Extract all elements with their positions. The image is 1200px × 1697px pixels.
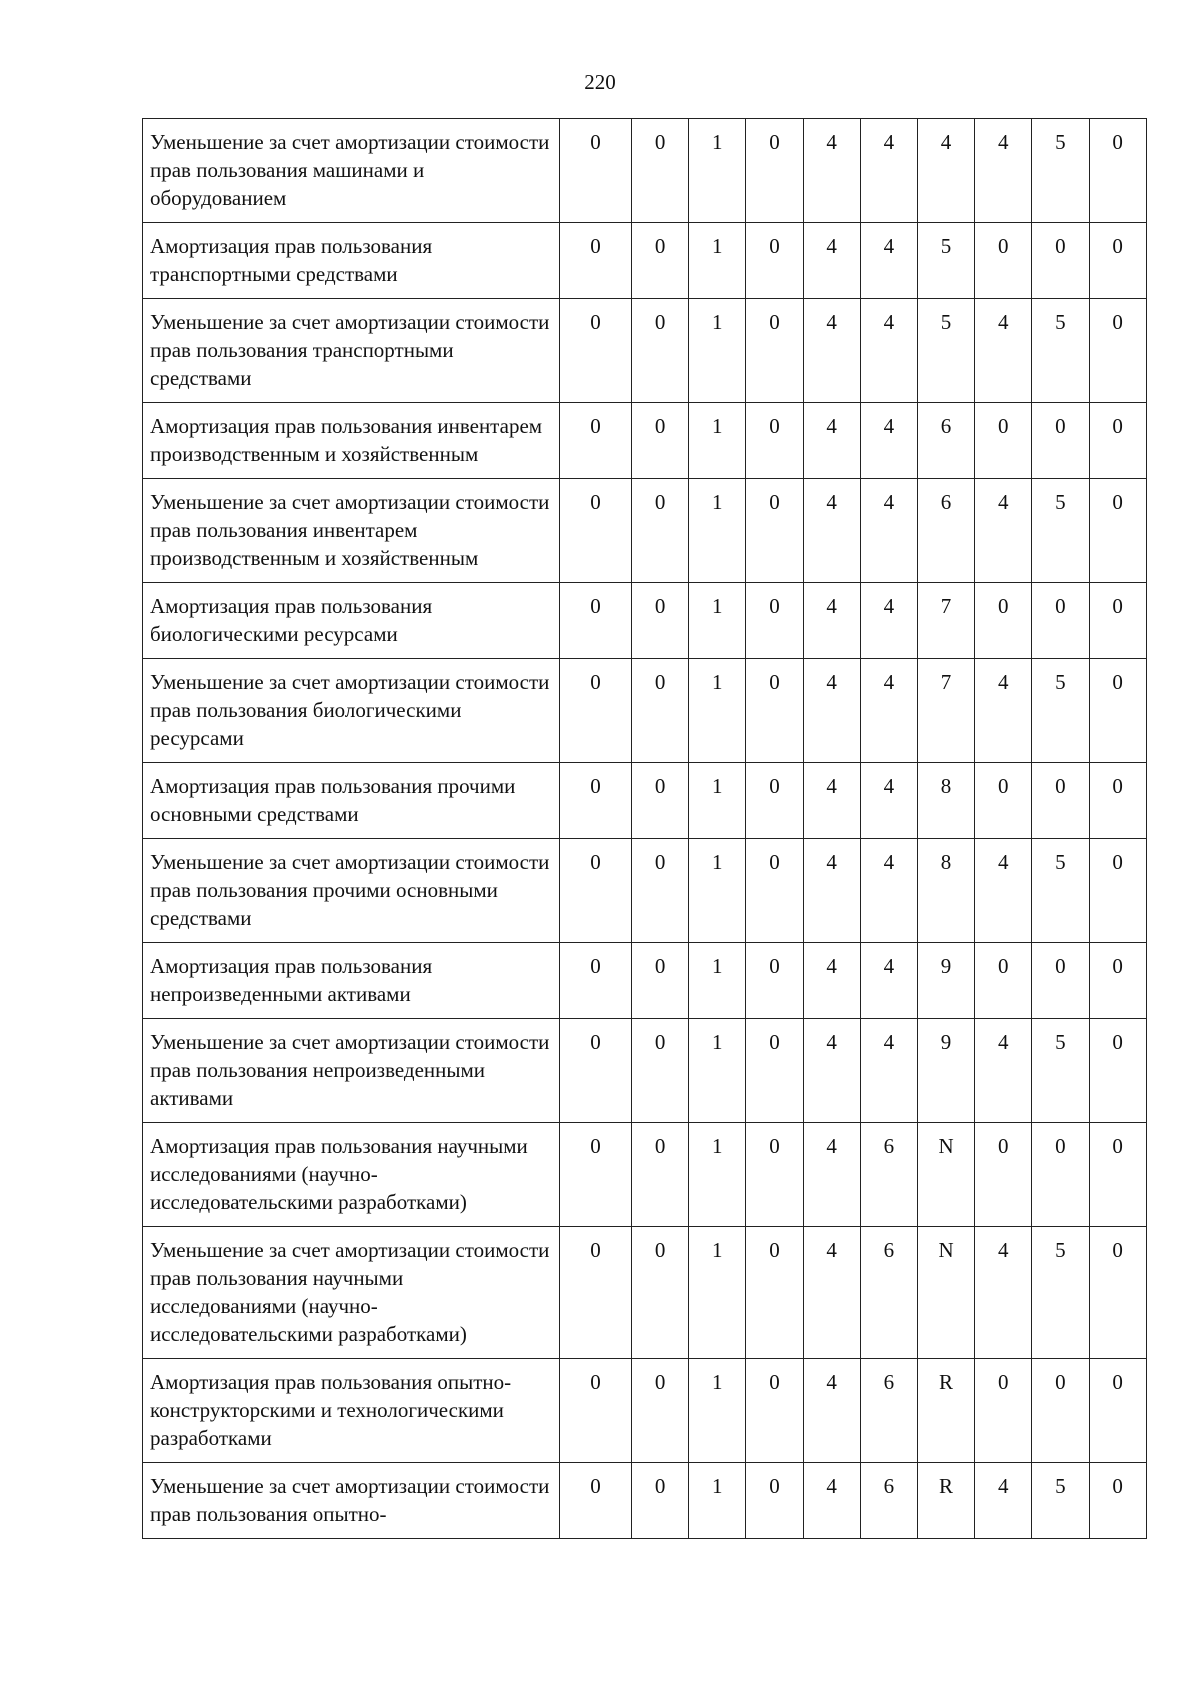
code-digit-10: 0: [1089, 223, 1146, 299]
code-digit-4: 0: [746, 1019, 803, 1123]
row-description: Уменьшение за счет амортизации стоимости прав пользования научными исследованиями (научно-исследовательскими разработками): [143, 1227, 560, 1359]
row-description: Амортизация прав пользования научными исследованиями (научно-исследовательскими разработками): [143, 1123, 560, 1227]
code-digit-2: 0: [632, 659, 689, 763]
code-digit-6: 6: [860, 1359, 917, 1463]
code-digit-10: 0: [1089, 763, 1146, 839]
code-digit-4: 0: [746, 1463, 803, 1539]
code-digit-2: 0: [632, 943, 689, 1019]
code-digit-2: 0: [632, 223, 689, 299]
code-digit-9: 0: [1032, 1123, 1089, 1227]
row-description: Уменьшение за счет амортизации стоимости прав пользования инвентарем производственным и хозяйственным: [143, 479, 560, 583]
code-digit-4: 0: [746, 299, 803, 403]
table-row: [143, 763, 1147, 839]
code-digit-6: 4: [860, 839, 917, 943]
code-digit-9: 0: [1032, 223, 1089, 299]
code-digit-9: 5: [1032, 1227, 1089, 1359]
account-codes-table: [142, 118, 1147, 1539]
code-digit-3: 1: [689, 403, 746, 479]
code-digit-1: 0: [560, 943, 632, 1019]
code-digit-8: 4: [975, 659, 1032, 763]
code-digit-1: 0: [560, 1463, 632, 1539]
code-digit-2: 0: [632, 583, 689, 659]
code-digit-8: 0: [975, 223, 1032, 299]
code-digit-7: R: [917, 1359, 974, 1463]
code-digit-7: 7: [917, 659, 974, 763]
code-digit-9: 5: [1032, 1463, 1089, 1539]
code-digit-9: 5: [1032, 1019, 1089, 1123]
code-digit-10: 0: [1089, 403, 1146, 479]
code-digit-2: 0: [632, 1123, 689, 1227]
code-digit-6: 4: [860, 659, 917, 763]
code-digit-6: 4: [860, 583, 917, 659]
code-digit-8: 0: [975, 403, 1032, 479]
code-digit-2: 0: [632, 403, 689, 479]
table-row: [143, 1123, 1147, 1227]
code-digit-3: 1: [689, 943, 746, 1019]
table-body: [143, 119, 1147, 1539]
code-digit-2: 0: [632, 119, 689, 223]
code-digit-6: 4: [860, 403, 917, 479]
code-digit-2: 0: [632, 1463, 689, 1539]
code-digit-3: 1: [689, 1227, 746, 1359]
code-digit-7: 7: [917, 583, 974, 659]
code-digit-3: 1: [689, 659, 746, 763]
code-digit-4: 0: [746, 943, 803, 1019]
code-digit-1: 0: [560, 1227, 632, 1359]
code-digit-7: 5: [917, 299, 974, 403]
code-digit-7: R: [917, 1463, 974, 1539]
code-digit-10: 0: [1089, 943, 1146, 1019]
code-digit-7: 5: [917, 223, 974, 299]
code-digit-6: 4: [860, 943, 917, 1019]
page-number: 220: [584, 70, 616, 94]
code-digit-5: 4: [803, 839, 860, 943]
table-row: [143, 659, 1147, 763]
code-digit-3: 1: [689, 1359, 746, 1463]
row-description: Амортизация прав пользования транспортными средствами: [143, 223, 560, 299]
code-digit-8: 4: [975, 1019, 1032, 1123]
table-row: [143, 583, 1147, 659]
row-description: Уменьшение за счет амортизации стоимости прав пользования прочими основными средствами: [143, 839, 560, 943]
code-digit-1: 0: [560, 839, 632, 943]
code-digit-6: 4: [860, 1019, 917, 1123]
code-digit-4: 0: [746, 1359, 803, 1463]
code-digit-2: 0: [632, 1359, 689, 1463]
code-digit-9: 5: [1032, 119, 1089, 223]
table-row: [143, 299, 1147, 403]
code-digit-4: 0: [746, 839, 803, 943]
code-digit-3: 1: [689, 479, 746, 583]
code-digit-5: 4: [803, 1227, 860, 1359]
code-digit-10: 0: [1089, 839, 1146, 943]
code-digit-10: 0: [1089, 1227, 1146, 1359]
code-digit-7: 6: [917, 479, 974, 583]
code-digit-5: 4: [803, 479, 860, 583]
code-digit-5: 4: [803, 763, 860, 839]
code-digit-6: 4: [860, 479, 917, 583]
code-digit-7: 9: [917, 1019, 974, 1123]
row-description: Амортизация прав пользования прочими основными средствами: [143, 763, 560, 839]
code-digit-5: 4: [803, 1019, 860, 1123]
code-digit-4: 0: [746, 403, 803, 479]
code-digit-3: 1: [689, 1463, 746, 1539]
code-digit-2: 0: [632, 299, 689, 403]
code-digit-6: 4: [860, 763, 917, 839]
code-digit-8: 0: [975, 763, 1032, 839]
code-digit-10: 0: [1089, 1019, 1146, 1123]
code-digit-8: 4: [975, 299, 1032, 403]
code-digit-8: 4: [975, 119, 1032, 223]
code-digit-2: 0: [632, 479, 689, 583]
code-digit-6: 4: [860, 119, 917, 223]
code-digit-7: 4: [917, 119, 974, 223]
code-digit-1: 0: [560, 119, 632, 223]
code-digit-9: 5: [1032, 479, 1089, 583]
code-digit-1: 0: [560, 763, 632, 839]
code-digit-1: 0: [560, 1123, 632, 1227]
table-row: [143, 1359, 1147, 1463]
code-digit-5: 4: [803, 659, 860, 763]
code-digit-2: 0: [632, 839, 689, 943]
code-digit-5: 4: [803, 1359, 860, 1463]
code-digit-4: 0: [746, 1123, 803, 1227]
code-digit-7: 9: [917, 943, 974, 1019]
code-digit-1: 0: [560, 223, 632, 299]
code-digit-3: 1: [689, 119, 746, 223]
code-digit-4: 0: [746, 763, 803, 839]
code-digit-6: 6: [860, 1463, 917, 1539]
table-row: [143, 1463, 1147, 1539]
code-digit-10: 0: [1089, 479, 1146, 583]
code-digit-1: 0: [560, 583, 632, 659]
code-digit-3: 1: [689, 839, 746, 943]
code-digit-1: 0: [560, 479, 632, 583]
code-digit-10: 0: [1089, 583, 1146, 659]
code-digit-9: 5: [1032, 659, 1089, 763]
code-digit-5: 4: [803, 119, 860, 223]
code-digit-2: 0: [632, 1019, 689, 1123]
row-description: Уменьшение за счет амортизации стоимости прав пользования опытно-: [143, 1463, 560, 1539]
code-digit-7: 6: [917, 403, 974, 479]
code-digit-8: 4: [975, 479, 1032, 583]
code-digit-8: 4: [975, 839, 1032, 943]
code-digit-1: 0: [560, 403, 632, 479]
table-row: [143, 1019, 1147, 1123]
code-digit-2: 0: [632, 763, 689, 839]
code-digit-5: 4: [803, 403, 860, 479]
code-digit-9: 0: [1032, 403, 1089, 479]
code-digit-4: 0: [746, 223, 803, 299]
code-digit-8: 0: [975, 943, 1032, 1019]
code-digit-7: N: [917, 1123, 974, 1227]
code-digit-10: 0: [1089, 119, 1146, 223]
code-digit-4: 0: [746, 659, 803, 763]
code-digit-5: 4: [803, 223, 860, 299]
code-digit-8: 4: [975, 1227, 1032, 1359]
table-row: [143, 119, 1147, 223]
row-description: Уменьшение за счет амортизации стоимости прав пользования непроизведенными активами: [143, 1019, 560, 1123]
code-digit-3: 1: [689, 1123, 746, 1227]
code-digit-5: 4: [803, 1463, 860, 1539]
code-digit-10: 0: [1089, 1123, 1146, 1227]
code-digit-9: 0: [1032, 583, 1089, 659]
code-digit-6: 4: [860, 299, 917, 403]
code-digit-5: 4: [803, 583, 860, 659]
code-digit-4: 0: [746, 583, 803, 659]
code-digit-9: 0: [1032, 1359, 1089, 1463]
code-digit-10: 0: [1089, 1463, 1146, 1539]
table-row: [143, 839, 1147, 943]
code-digit-9: 0: [1032, 943, 1089, 1019]
code-digit-4: 0: [746, 119, 803, 223]
row-description: Уменьшение за счет амортизации стоимости прав пользования транспортными средствами: [143, 299, 560, 403]
code-digit-6: 6: [860, 1227, 917, 1359]
row-description: Уменьшение за счет амортизации стоимости прав пользования биологическими ресурсами: [143, 659, 560, 763]
code-digit-7: 8: [917, 763, 974, 839]
row-description: Уменьшение за счет амортизации стоимости прав пользования машинами и оборудованием: [143, 119, 560, 223]
code-digit-2: 0: [632, 1227, 689, 1359]
code-digit-10: 0: [1089, 299, 1146, 403]
table-row: [143, 403, 1147, 479]
code-digit-5: 4: [803, 943, 860, 1019]
code-digit-9: 5: [1032, 299, 1089, 403]
table-row: [143, 943, 1147, 1019]
code-digit-3: 1: [689, 1019, 746, 1123]
code-digit-6: 6: [860, 1123, 917, 1227]
code-digit-4: 0: [746, 479, 803, 583]
code-digit-7: 8: [917, 839, 974, 943]
code-digit-3: 1: [689, 583, 746, 659]
code-digit-1: 0: [560, 1019, 632, 1123]
table-row: [143, 223, 1147, 299]
code-digit-8: 0: [975, 1359, 1032, 1463]
code-digit-3: 1: [689, 299, 746, 403]
code-digit-8: 0: [975, 1123, 1032, 1227]
code-digit-1: 0: [560, 1359, 632, 1463]
row-description: Амортизация прав пользования инвентарем производственным и хозяйственным: [143, 403, 560, 479]
code-digit-10: 0: [1089, 1359, 1146, 1463]
code-digit-1: 0: [560, 659, 632, 763]
row-description: Амортизация прав пользования опытно-конструкторскими и технологическими разработками: [143, 1359, 560, 1463]
code-digit-9: 5: [1032, 839, 1089, 943]
code-digit-5: 4: [803, 299, 860, 403]
code-digit-1: 0: [560, 299, 632, 403]
code-digit-5: 4: [803, 1123, 860, 1227]
code-digit-9: 0: [1032, 763, 1089, 839]
code-digit-3: 1: [689, 223, 746, 299]
table-row: [143, 1227, 1147, 1359]
row-description: Амортизация прав пользования биологическими ресурсами: [143, 583, 560, 659]
code-digit-6: 4: [860, 223, 917, 299]
code-digit-3: 1: [689, 763, 746, 839]
code-digit-4: 0: [746, 1227, 803, 1359]
table-row: [143, 479, 1147, 583]
code-digit-8: 4: [975, 1463, 1032, 1539]
code-digit-10: 0: [1089, 659, 1146, 763]
code-digit-7: N: [917, 1227, 974, 1359]
row-description: Амортизация прав пользования непроизведенными активами: [143, 943, 560, 1019]
code-digit-8: 0: [975, 583, 1032, 659]
